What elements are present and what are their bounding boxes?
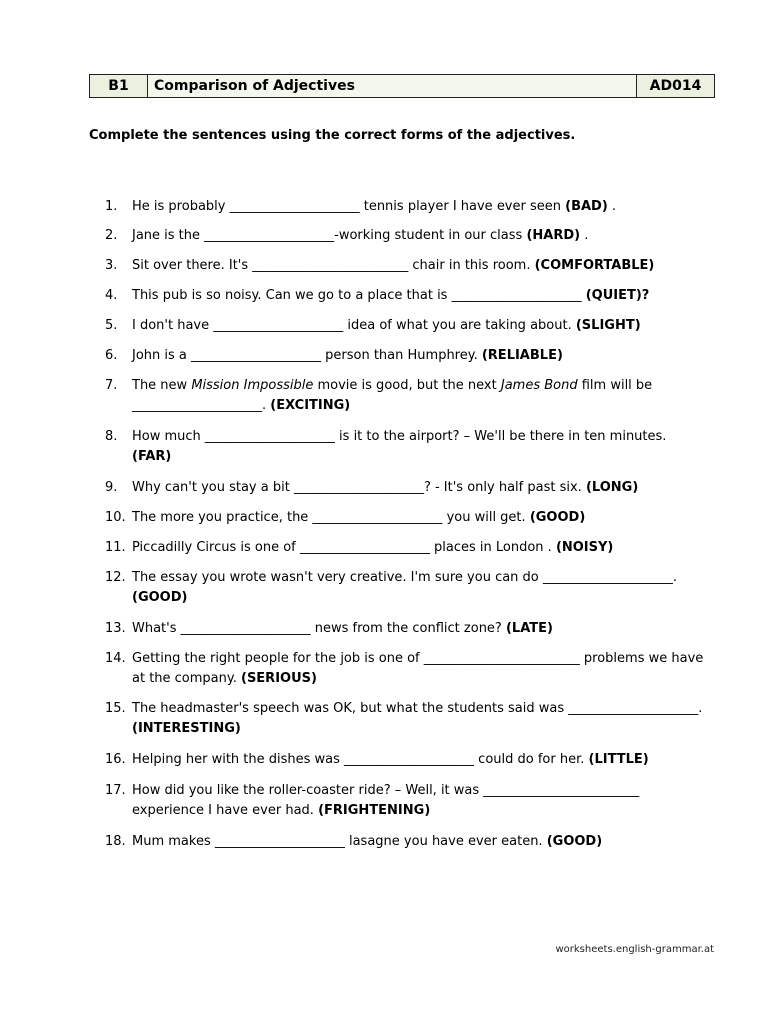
item-hint: (FAR) (132, 449, 172, 464)
item-text: How did you like the roller-coaster ride? – Well, it was ________________________ experience I have ever had. (132, 783, 640, 818)
item-text: He is probably ____________________ tennis player I have ever seen (132, 199, 561, 214)
item-hint: (RELIABLE) (481, 348, 563, 363)
item-hint: (GOOD) (546, 834, 603, 849)
item-hint: (BAD) (565, 199, 608, 214)
item-hint: (COMFORTABLE) (534, 258, 655, 273)
item-text: Sit over there. It's ________________________ chair in this room. (132, 258, 531, 273)
item-hint: (GOOD) (529, 510, 586, 525)
item-number: 1. (105, 199, 118, 214)
item-hint: (FRIGHTENING) (318, 803, 431, 818)
item-hint: (NOISY) (555, 540, 614, 555)
item-number: 14. (105, 651, 126, 666)
item-text: Why can't you stay a bit ____________________? - It's only half past six. (132, 480, 582, 495)
item-text: The new (132, 378, 192, 393)
item-end: . (607, 199, 617, 214)
item-hint: (SERIOUS) (241, 671, 317, 686)
item-number: 17. (105, 783, 126, 798)
item-hint: (SLIGHT) (575, 318, 641, 333)
item-number: 12. (105, 570, 126, 585)
item-number: 2. (105, 228, 118, 243)
item-number: 18. (105, 834, 126, 849)
item-text: How much ____________________ is it to the airport? – We'll be there in ten minutes. (132, 429, 667, 444)
item-text: film will be (577, 378, 653, 393)
item-text: Helping her with the dishes was ____________________ could do for her. (132, 752, 585, 767)
item-number: 10. (105, 510, 126, 525)
item-text: Mum makes ____________________ lasagne you have ever eaten. (132, 834, 543, 849)
worksheet-header (89, 74, 715, 98)
item-hint: (HARD) (526, 228, 581, 243)
item-text: The headmaster's speech was OK, but what the students said was ____________________. (132, 701, 703, 716)
item-text: Piccadilly Circus is one of ____________________ places in London . (132, 540, 552, 555)
item-number: 13. (105, 621, 126, 636)
footer-source: worksheets.english-grammar.at (555, 944, 714, 955)
item-hint: (GOOD) (132, 590, 188, 605)
item-text: Getting the right people for the job is one of ________________________ problems we have at the company. (132, 651, 704, 686)
item-hint: (LATE) (505, 621, 553, 636)
item-number: 9. (105, 480, 118, 495)
item-hint: (LONG) (585, 480, 639, 495)
item-text: I don't have ____________________ idea of what you are taking about. (132, 318, 572, 333)
item-number: 11. (105, 540, 126, 555)
item-text: The more you practice, the ____________________ you will get. (132, 510, 526, 525)
item-text: movie is good, but the next (313, 378, 501, 393)
item-text: What's ____________________ news from the conflict zone? (132, 621, 502, 636)
item-number: 8. (105, 429, 118, 444)
item-text: The essay you wrote wasn't very creative. I'm sure you can do ____________________. (132, 570, 678, 585)
item-text: Jane is the ____________________-working student in our class (132, 228, 523, 243)
item-number: 7. (105, 378, 118, 393)
item-number: 15. (105, 701, 126, 716)
item-hint: (QUIET)? (585, 288, 650, 303)
item-number: 6. (105, 348, 118, 363)
item-hint: (LITTLE) (588, 752, 649, 767)
item-hint: (EXCITING) (270, 398, 351, 413)
instruction-text: Complete the sentences using the correct forms of the adjectives. (89, 128, 576, 143)
level-badge: B1 (90, 75, 148, 97)
item-number: 5. (105, 318, 118, 333)
film-title: James Bond (500, 378, 578, 393)
item-number: 3. (105, 258, 118, 273)
film-title: Mission Impossible (191, 378, 314, 393)
item-text: This pub is so noisy. Can we go to a place that is ____________________ (132, 288, 582, 303)
item-hint: (INTERESTING) (132, 721, 241, 736)
item-number: 16. (105, 752, 126, 767)
worksheet-title: Comparison of Adjectives (148, 75, 637, 97)
item-text: ____________________. (132, 398, 267, 413)
item-end: . (580, 228, 589, 243)
worksheet-code: AD014 (649, 78, 702, 94)
item-text: John is a ____________________ person than Humphrey. (132, 348, 478, 363)
item-number: 4. (105, 288, 118, 303)
